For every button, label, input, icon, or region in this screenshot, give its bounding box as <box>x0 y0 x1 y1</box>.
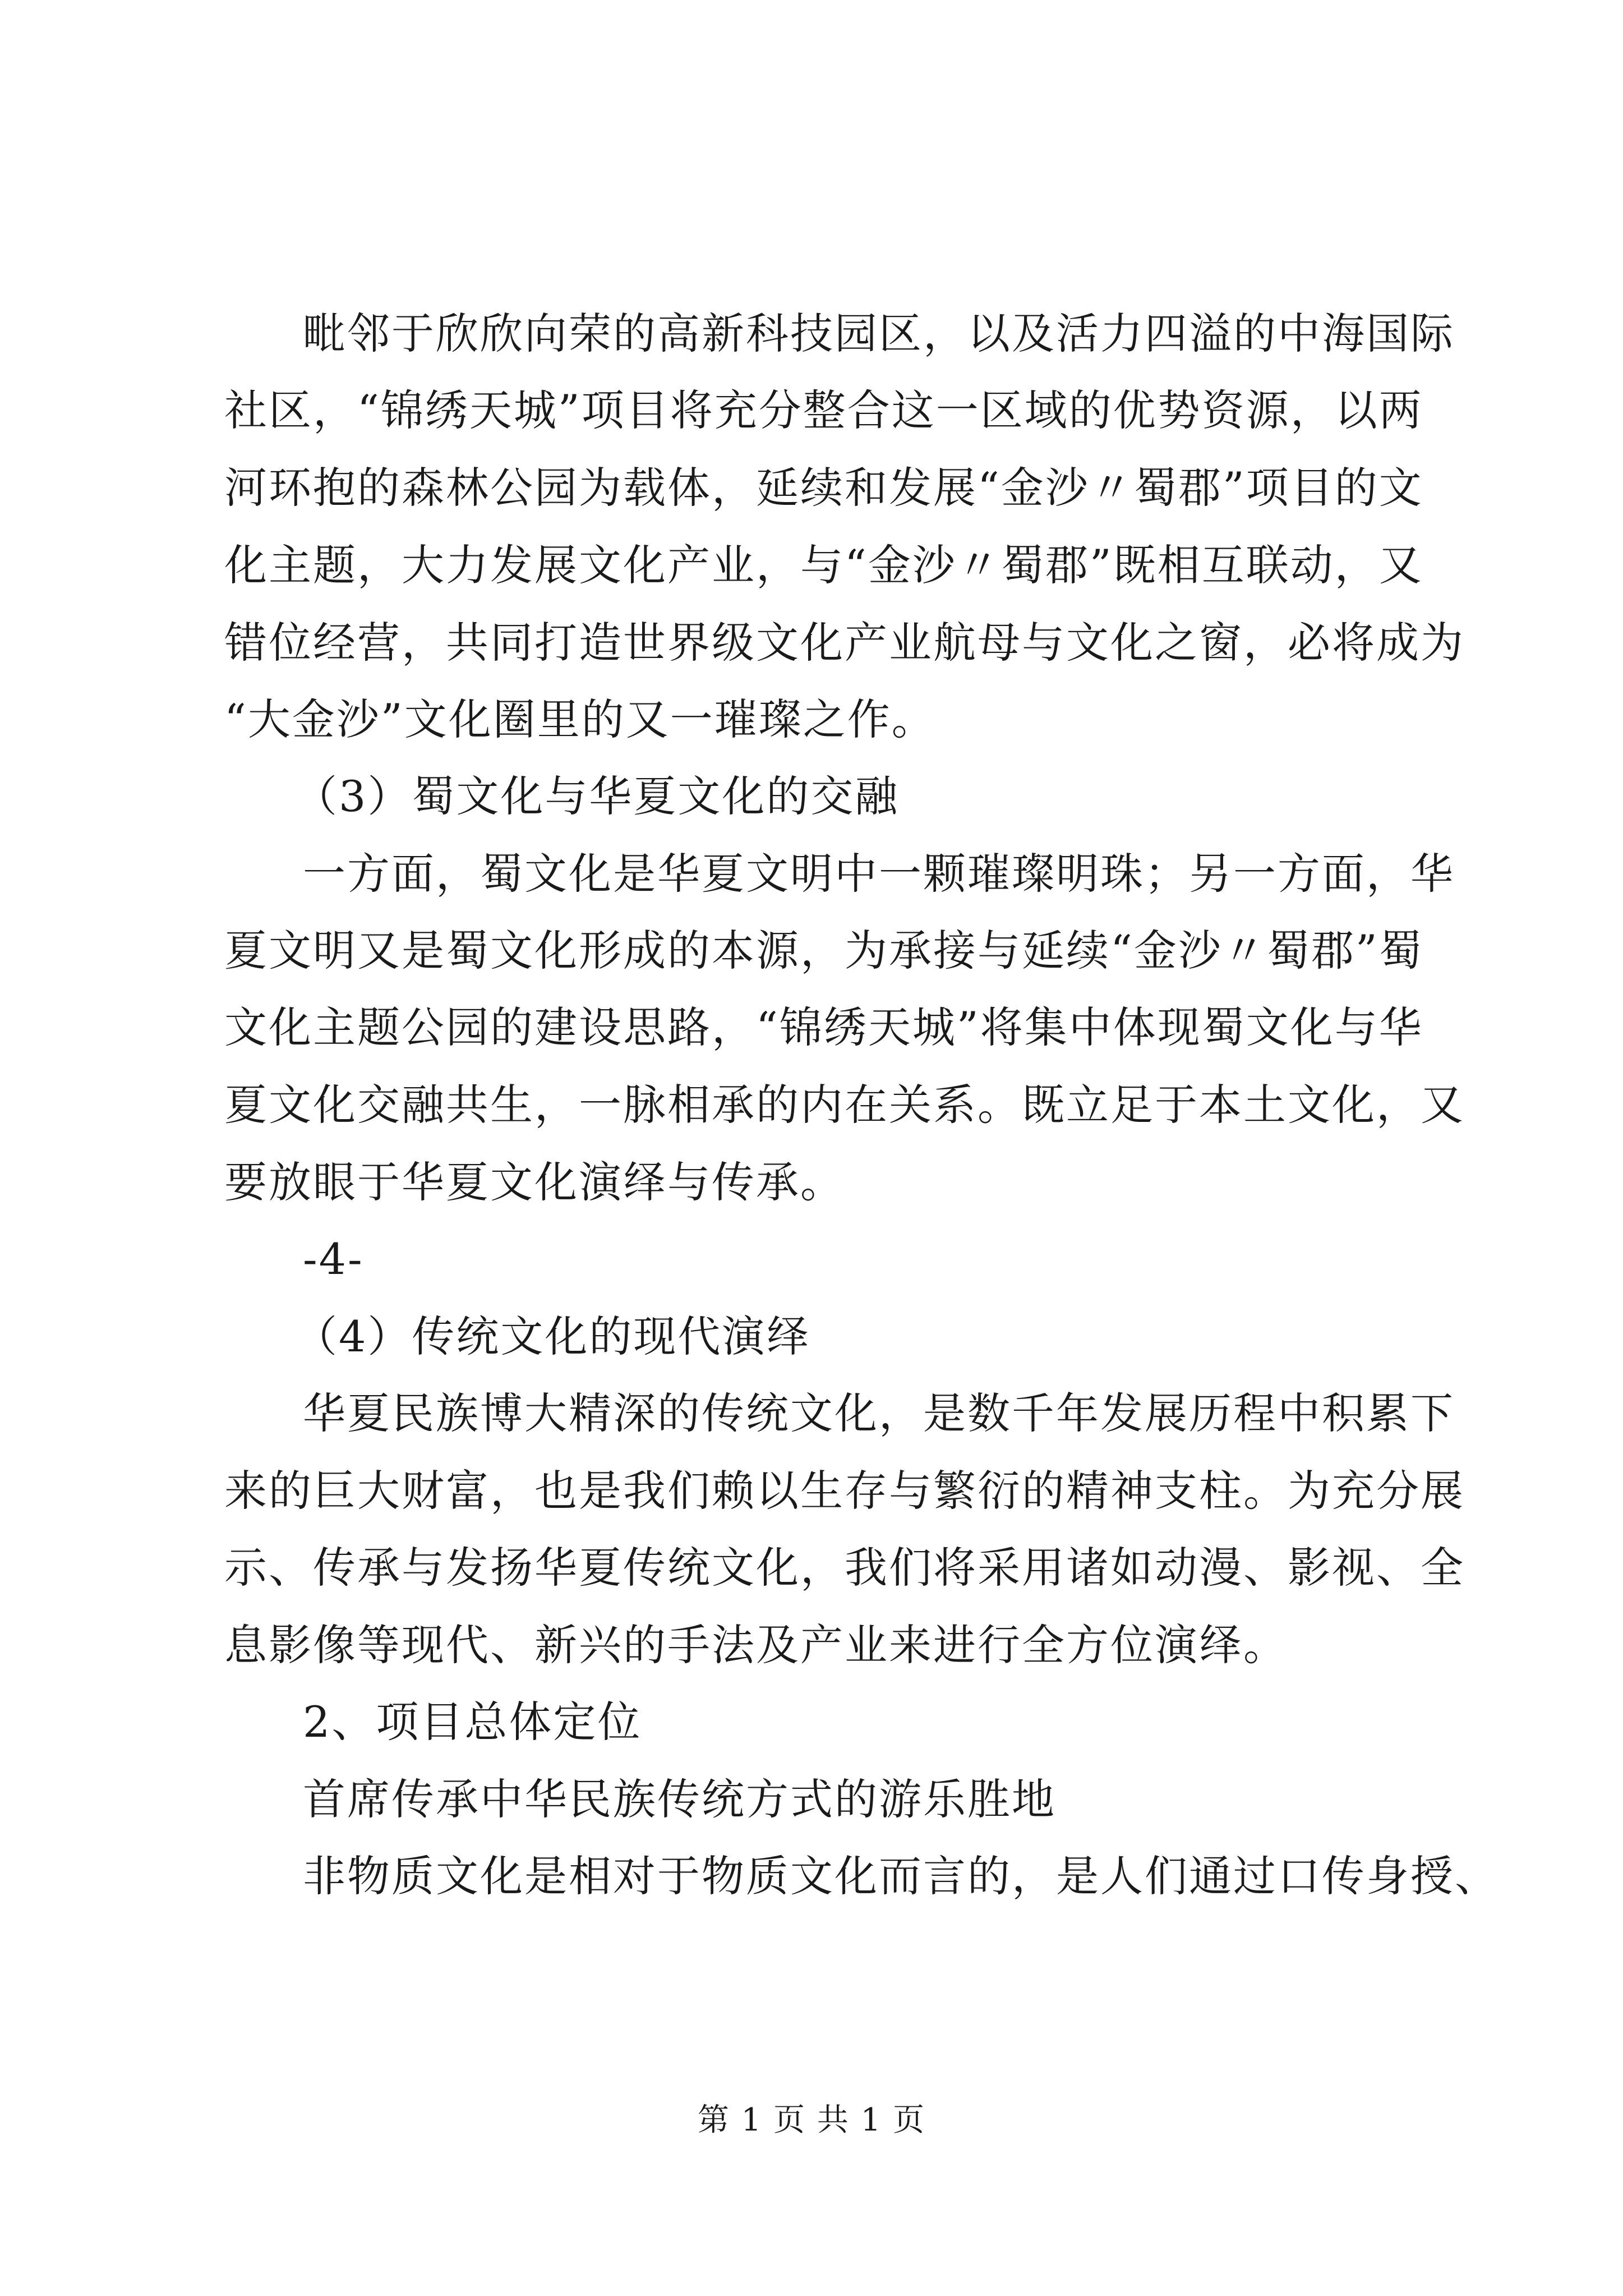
page-number-inline: -4- <box>303 1234 364 1284</box>
page-footer: 第 1 页 共 1 页 <box>697 2102 926 2138</box>
paragraph-line: 要放眼于华夏文化演绎与传承。 <box>224 1157 845 1207</box>
paragraph-line: 夏文化交融共生，一脉相承的内在关系。既立足于本土文化，又 <box>224 1080 1465 1130</box>
subheading: 首席传承中华民族传统方式的游乐胜地 <box>303 1774 1056 1824</box>
paragraph-line: 华夏民族博大精深的传统文化，是数千年发展历程中积累下 <box>303 1388 1455 1438</box>
section-heading: （4）传统文化的现代演绎 <box>294 1312 811 1361</box>
paragraph-line: 错位经营，共同打造世界级文化产业航母与文化之窗，必将成为 <box>224 618 1465 668</box>
section-heading: （3）蜀文化与华夏文化的交融 <box>294 771 900 821</box>
paragraph-line: 社区，“锦绣天城”项目将充分整合这一区域的优势资源，以两 <box>224 385 1423 435</box>
paragraph-line: 文化主题公园的建设思路，“锦绣天城”将集中体现蜀文化与华 <box>224 1002 1423 1052</box>
paragraph-line: “大金沙”文化圈里的又一璀璨之作。 <box>224 694 936 744</box>
paragraph-line: 夏文明又是蜀文化形成的本源，为承接与延续“金沙〃蜀郡”蜀 <box>224 926 1423 976</box>
paragraph-line: 息影像等现代、新兴的手法及产业来进行全方位演绎。 <box>224 1620 1288 1670</box>
paragraph-line: 来的巨大财富，也是我们赖以生存与繁衍的精神支柱。为充分展 <box>224 1466 1465 1516</box>
paragraph-line: 化主题，大力发展文化产业，与“金沙〃蜀郡”既相互联动，又 <box>224 540 1423 590</box>
section-heading: 2、项目总体定位 <box>303 1697 642 1747</box>
paragraph-line: 示、传承与发扬华夏传统文化，我们将采用诸如动漫、影视、全 <box>224 1543 1465 1593</box>
paragraph-line: 毗邻于欣欣向荣的高新科技园区，以及活力四溢的中海国际 <box>303 309 1455 358</box>
paragraph-line: 一方面，蜀文化是华夏文明中一颗璀璨明珠；另一方面，华 <box>303 849 1455 899</box>
paragraph-line: 非物质文化是相对于物质文化而言的，是人们通过口传身授、 <box>303 1851 1499 1901</box>
paragraph-line: 河环抱的森林公园为载体，延续和发展“金沙〃蜀郡”项目的文 <box>224 463 1423 513</box>
